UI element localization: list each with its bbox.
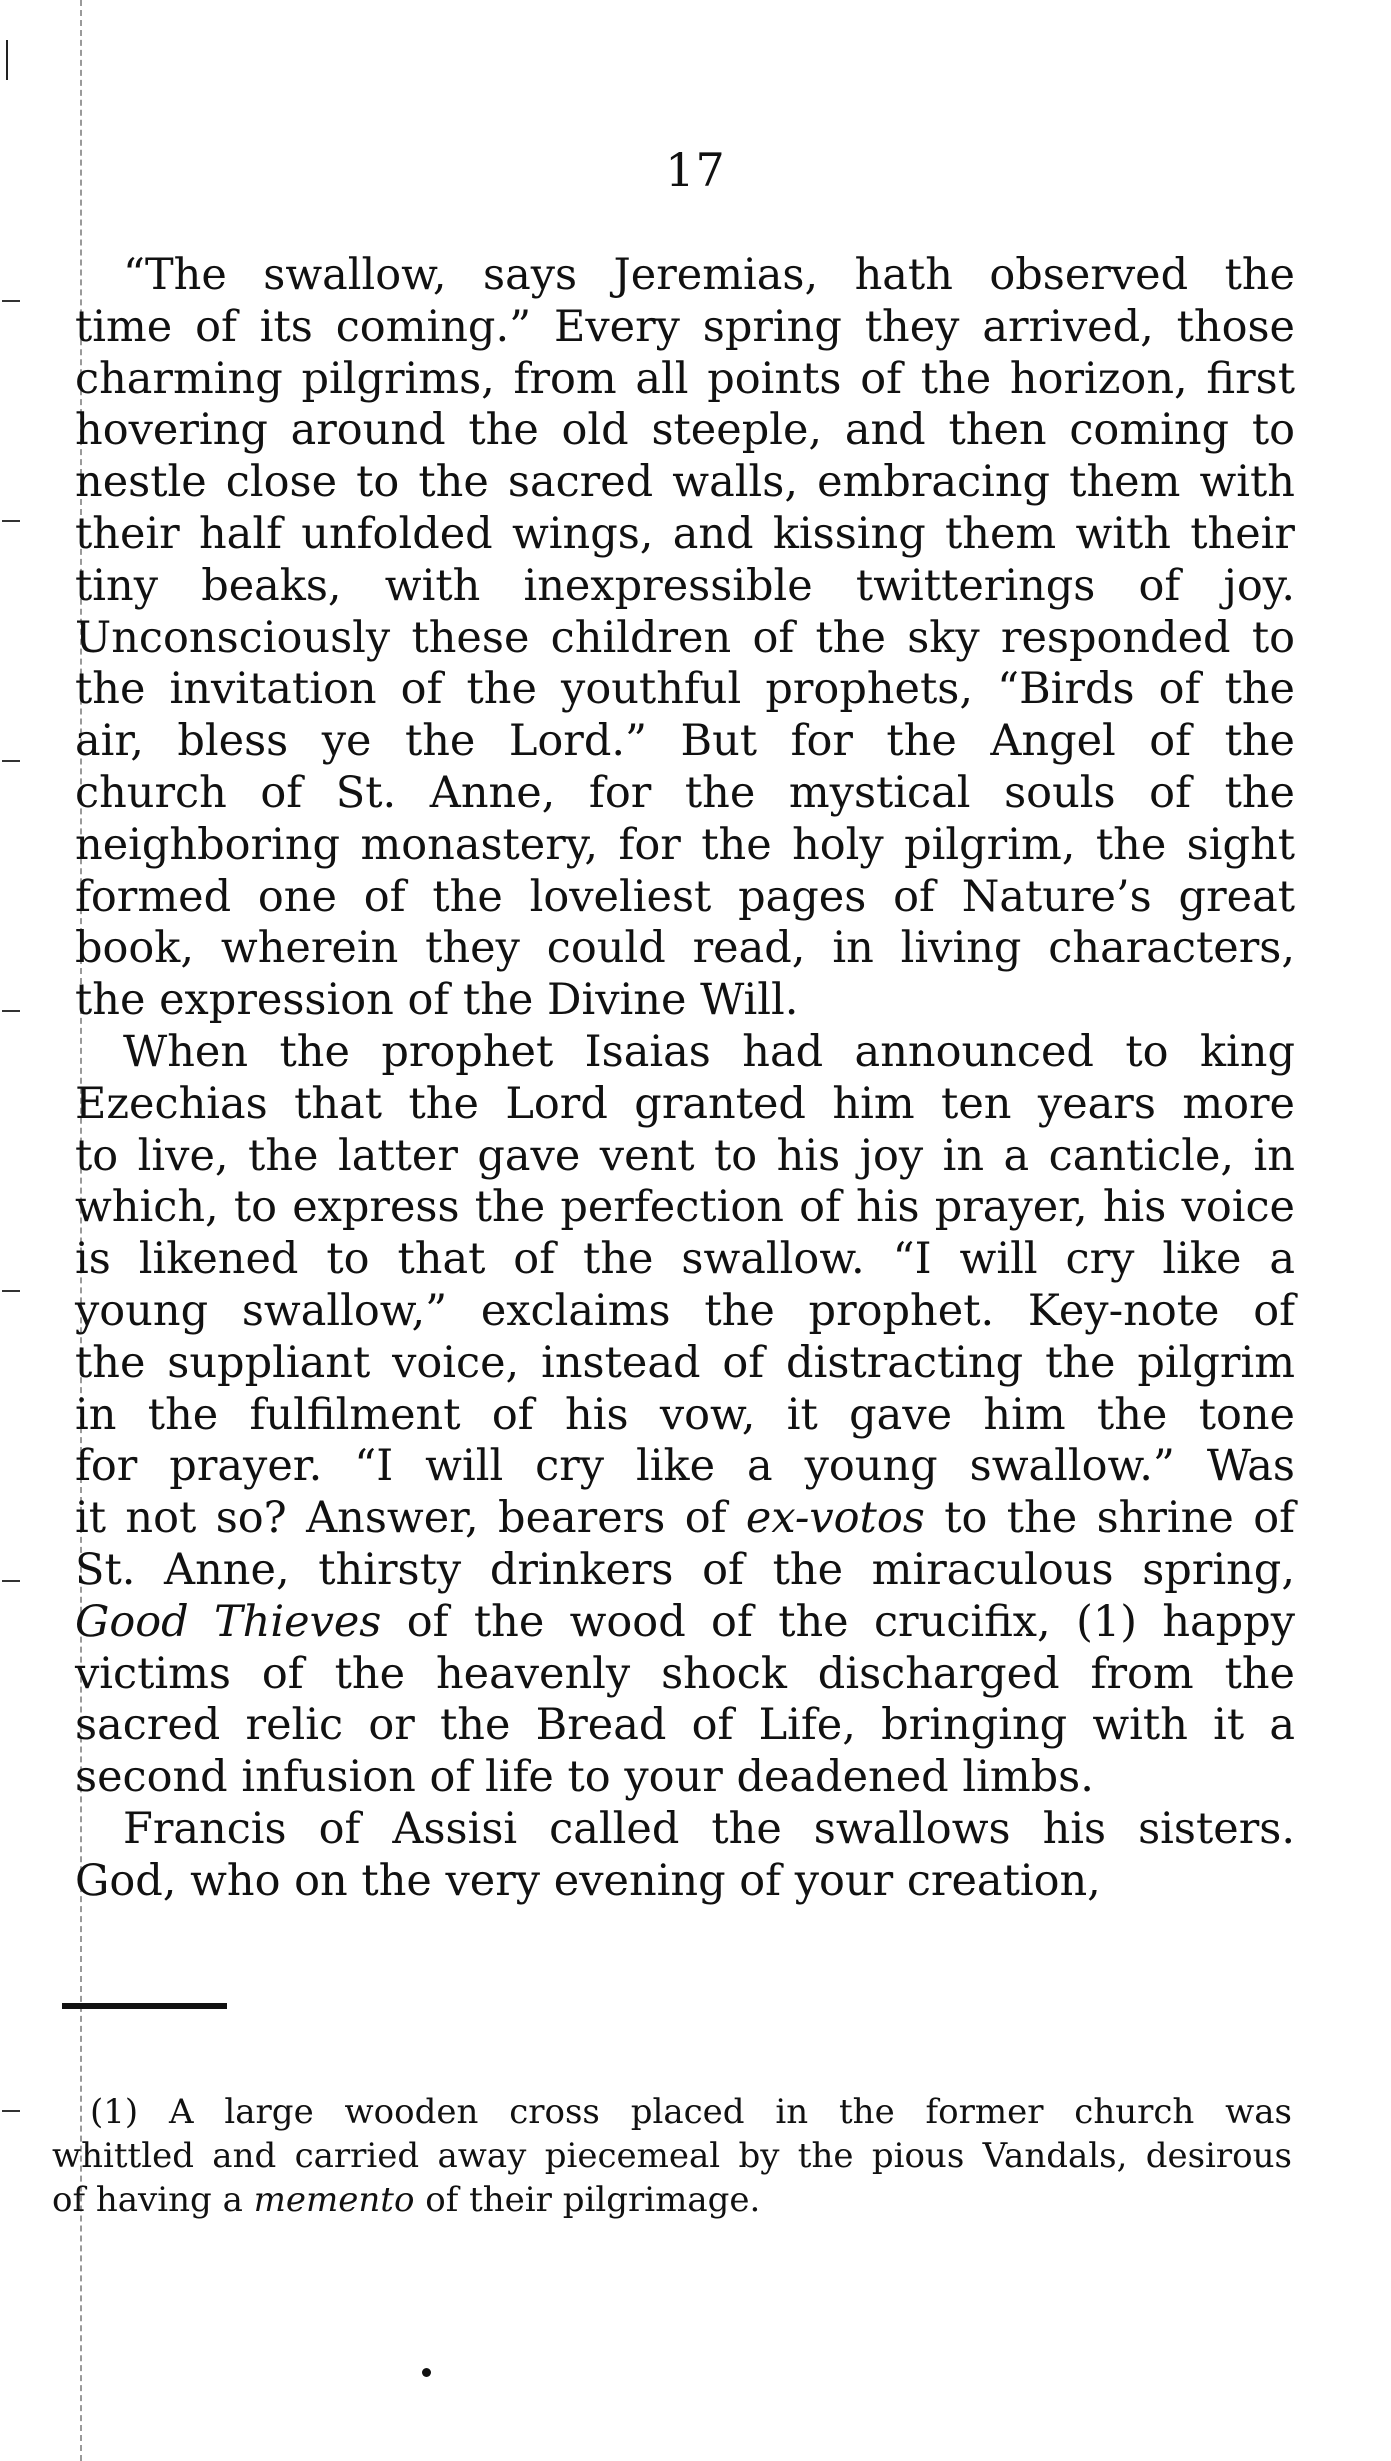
gutter-edge-mark [6,40,8,80]
footnote [52,2090,1292,2222]
text-line: Ezechias that the Lord granted him ten years more [75,1078,1295,1129]
text-line: air, bless ye the Lord.” But for the Angel of the [75,716,1295,767]
italic-term: memento [253,2180,415,2220]
text-line: Good Thieves of the wood of the crucifix, (1) happy [75,1596,1295,1647]
gutter-tick [2,300,20,302]
gutter-tick [2,520,20,522]
text-line: victims of the heavenly shock discharged from the [75,1648,1295,1699]
text-line: formed one of the loveliest pages of Nature’s great [75,871,1295,922]
body-text [75,250,1295,1908]
footnote-line: whittled and carried away piecemeal by the pious Vandals, desirous [52,2136,1292,2176]
text-line: “The swallow, says Jeremias, hath observed the [123,250,1295,300]
text-line: in the fulfilment of his vow, it gave him the tone [75,1389,1295,1440]
text-line: to live, the latter gave vent to his joy in a canticle, in [75,1130,1295,1181]
text-line: God, who on the very evening of your creation, [75,1855,1101,1906]
text-line: second infusion of life to your deadened limbs. [75,1752,1094,1803]
text-line: it not so? Answer, bearers of ex-votos to the shrine of [75,1493,1295,1544]
ink-dot [422,2368,431,2377]
text-line: church of St. Anne, for the mystical souls of the [75,767,1295,818]
text-line: charming pilgrims, from all points of the horizon, first [75,353,1295,404]
text-line: the expression of the Divine Will. [75,975,799,1026]
italic-term: Good Thieves [75,1596,382,1647]
footnote-rule [62,2003,227,2009]
gutter-tick [2,1580,20,1582]
footnote-line: of having a memento of their pilgrimage. [52,2180,761,2220]
text-line: sacred relic or the Bread of Life, bringing with it a [75,1700,1295,1751]
footnote-line: (1) A large wooden cross placed in the former church was [90,2092,1292,2132]
text-line: book, wherein they could read, in living characters, [75,923,1295,974]
text-line: for prayer. “I will cry like a young swallow.” Was [75,1441,1295,1492]
gutter-tick [2,1290,20,1292]
text-line: tiny beaks, with inexpressible twitterings of joy. [75,560,1295,611]
text-line: Francis of Assisi called the swallows his sisters. [123,1803,1295,1854]
text-line: hovering around the old steeple, and then coming to [75,405,1295,456]
text-line: is likened to that of the swallow. “I will cry like a [75,1234,1295,1285]
text-line: young swallow,” exclaims the prophet. Key-note of [75,1285,1295,1336]
gutter-tick [2,760,20,762]
italic-term: ex-votos [745,1493,925,1544]
text-line: the invitation of the youthful prophets, “Birds of the [75,664,1295,715]
text-line: Unconsciously these children of the sky responded to [75,612,1295,663]
gutter-tick [2,1010,20,1012]
text-line: time of its coming.” Every spring they arrived, those [75,301,1295,352]
text-line: neighboring monastery, for the holy pilgrim, the sight [75,819,1295,870]
text-line: the suppliant voice, instead of distracting the pilgrim [75,1337,1295,1388]
text-line: St. Anne, thirsty drinkers of the miraculous spring, [75,1544,1295,1595]
text-line: When the prophet Isaias had announced to king [123,1026,1295,1077]
page-number: 17 [665,143,726,197]
gutter-tick [2,2110,20,2112]
text-line: nestle close to the sacred walls, embracing them with [75,457,1295,508]
text-line: which, to express the perfection of his prayer, his voice [75,1182,1295,1233]
text-line: their half unfolded wings, and kissing them with their [75,508,1295,559]
